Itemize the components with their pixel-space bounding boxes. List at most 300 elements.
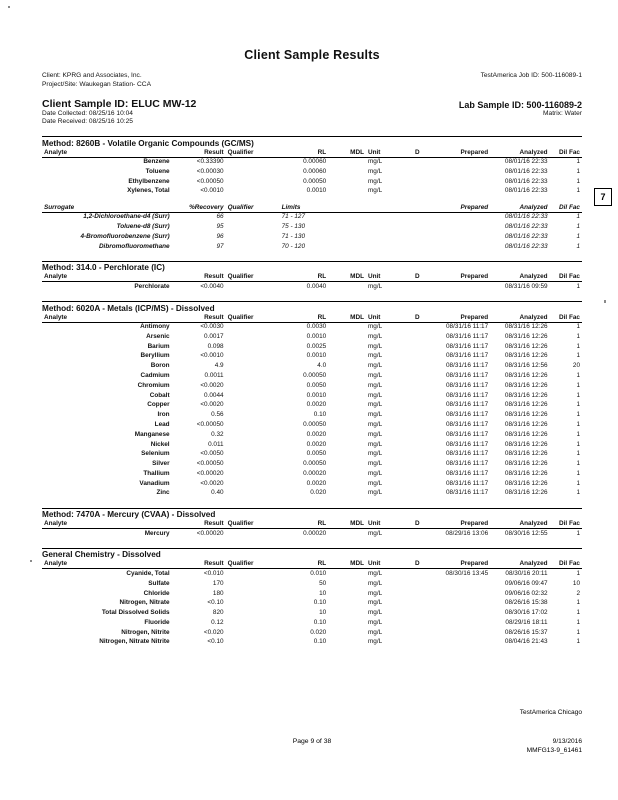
- cell-analyzed: 08/01/16 22:33: [504, 242, 548, 250]
- cell-result: <0.33390: [196, 158, 224, 166]
- col-rl: RL: [280, 314, 329, 323]
- cell-rl: 0.0025: [306, 342, 327, 350]
- cell-surrogate: 4-Bromofluorobenzene (Surr): [80, 232, 170, 240]
- cell-qualifier: [226, 489, 280, 499]
- col-dil-fac: Dil Fac: [550, 560, 582, 569]
- cell-prepared: 08/31/16 11:17: [446, 479, 489, 487]
- cell-analyte: Chloride: [143, 589, 170, 597]
- cell-dil: 2: [576, 589, 580, 597]
- cell-recovery: 96: [216, 232, 224, 240]
- cell-analyte: Cobalt: [149, 391, 170, 399]
- cell-prepared: [431, 222, 490, 232]
- header-row-project: [42, 81, 582, 89]
- table-row: [42, 157, 582, 167]
- col-d: D: [404, 520, 431, 529]
- cell-unit: mg/L: [367, 450, 383, 458]
- matrix: Matrix: Water: [543, 109, 582, 117]
- cell-rl: 0.10: [313, 638, 327, 646]
- col-dil-fac: Dil Fac: [550, 149, 582, 158]
- cell-analyzed: 08/01/16 22:33: [504, 213, 548, 221]
- col-unit: Unit: [366, 520, 404, 529]
- cell-qualifier: [226, 177, 280, 187]
- table-row: [42, 282, 582, 292]
- cell-recovery: 97: [216, 242, 224, 250]
- table-row: [42, 177, 582, 187]
- results-table: [42, 560, 582, 647]
- cell-rl: 0.00060: [303, 167, 327, 175]
- cell-mdl: [328, 609, 366, 619]
- cell-analyzed: 08/31/16 09:59: [504, 282, 548, 290]
- tab-marker-7: 7: [594, 188, 612, 206]
- table-row: [42, 187, 582, 197]
- cell-analyte: Thallium: [143, 469, 170, 477]
- cell-mdl: [328, 638, 366, 648]
- table-row: [42, 212, 582, 222]
- cell-unit: mg/L: [367, 391, 383, 399]
- table-row: [42, 450, 582, 460]
- cell-analyte: Copper: [147, 401, 170, 409]
- cell-analyzed: 08/31/16 12:26: [504, 372, 548, 380]
- cell-analyzed: 08/31/16 12:26: [504, 460, 548, 468]
- col-analyzed: Analyzed: [490, 149, 549, 158]
- col-analyte: Analyte: [42, 314, 172, 323]
- cell-dil: 1: [576, 529, 580, 537]
- cell-unit: mg/L: [367, 381, 383, 389]
- cell-qualifier: [226, 401, 280, 411]
- cell-unit: mg/L: [367, 177, 383, 185]
- cell-d: [404, 322, 431, 332]
- cell-unit: mg/L: [367, 589, 383, 597]
- col-qualifier: Qualifier: [226, 273, 280, 282]
- cell-qualifier: [226, 440, 280, 450]
- col-surr-dil: Dil Fac: [550, 204, 582, 213]
- cell-rl: 0.00050: [303, 372, 327, 380]
- cell-dil: 1: [576, 391, 580, 399]
- cell-d: [404, 157, 431, 167]
- cell-dil: 1: [576, 282, 580, 290]
- cell-blank2: [366, 222, 404, 232]
- cell-mdl: [328, 430, 366, 440]
- cell-d: [404, 411, 431, 421]
- cell-qualifier: [226, 352, 280, 362]
- method-block-6020a: [42, 301, 582, 499]
- cell-rl: 0.010: [310, 569, 327, 577]
- cell-result: <0.10: [207, 638, 224, 646]
- cell-dil: 1: [576, 213, 580, 221]
- table-row: [42, 469, 582, 479]
- cell-result: 170: [212, 579, 224, 587]
- cell-dil: 1: [576, 638, 580, 646]
- cell-analyte: Nitrogen, Nitrite: [121, 628, 170, 636]
- cell-analyzed: 08/31/16 12:26: [504, 469, 548, 477]
- cell-unit: mg/L: [367, 489, 383, 497]
- cell-unit: mg/L: [367, 460, 383, 468]
- cell-dil: 1: [576, 420, 580, 428]
- cell-mdl: [328, 352, 366, 362]
- cell-mdl: [328, 167, 366, 177]
- cell-prepared: 08/29/16 13:06: [445, 529, 489, 537]
- cell-blank1: [328, 232, 366, 242]
- cell-mdl: [328, 529, 366, 539]
- cell-prepared: 08/31/16 11:17: [446, 489, 489, 497]
- cell-mdl: [328, 459, 366, 469]
- cell-result: <0.0020: [200, 479, 224, 487]
- cell-analyte: Cadmium: [140, 372, 170, 380]
- cell-d: [404, 167, 431, 177]
- cell-result: <0.00020: [196, 529, 224, 537]
- header-row-client: [42, 72, 582, 80]
- cell-blank1: [328, 242, 366, 252]
- table-row: [42, 599, 582, 609]
- cell-unit: mg/L: [367, 332, 383, 340]
- cell-prepared: [431, 609, 490, 619]
- cell-qualifier: [226, 212, 280, 222]
- cell-dil: 1: [576, 460, 580, 468]
- cell-analyte: Ethylbenzene: [128, 177, 170, 185]
- cell-dil: 1: [576, 167, 580, 175]
- col-mdl: MDL: [328, 560, 366, 569]
- cell-qualifier: [226, 609, 280, 619]
- col-d: D: [404, 273, 431, 282]
- cell-mdl: [328, 362, 366, 372]
- col-result: Result: [172, 314, 226, 323]
- cell-dil: 1: [576, 469, 580, 477]
- cell-qualifier: [226, 187, 280, 197]
- cell-prepared: 08/31/16 11:17: [446, 460, 489, 468]
- cell-unit: mg/L: [367, 638, 383, 646]
- cell-unit: mg/L: [367, 323, 383, 331]
- cell-prepared: 08/30/16 13:45: [445, 569, 489, 577]
- cell-unit: mg/L: [367, 618, 383, 626]
- cell-qualifier: [226, 628, 280, 638]
- table-row: [42, 391, 582, 401]
- lab-sample-id: Lab Sample ID: 500-116089-2: [458, 99, 582, 110]
- results-table: [42, 149, 582, 197]
- table-row: [42, 618, 582, 628]
- cell-prepared: [431, 599, 490, 609]
- cell-analyte: Fluoride: [144, 618, 170, 626]
- cell-qualifier: [226, 381, 280, 391]
- cell-mdl: [328, 440, 366, 450]
- cell-analyte: Selenium: [141, 450, 170, 458]
- col-unit: Unit: [366, 560, 404, 569]
- cell-unit: mg/L: [367, 167, 383, 175]
- cell-result: 0.56: [211, 411, 224, 419]
- cell-dil: 1: [576, 450, 580, 458]
- cell-unit: mg/L: [367, 579, 383, 587]
- cell-analyzed: 08/31/16 12:26: [504, 479, 548, 487]
- cell-analyzed: 08/01/16 22:33: [504, 177, 548, 185]
- col-analyzed: Analyzed: [490, 560, 549, 569]
- col-d: D: [404, 314, 431, 323]
- cell-prepared: [431, 589, 490, 599]
- cell-qualifier: [226, 157, 280, 167]
- cell-unit: mg/L: [367, 187, 383, 195]
- cell-analyzed: 08/26/16 15:37: [504, 628, 548, 636]
- cell-result: <0.00030: [196, 167, 224, 175]
- cell-dil: 1: [576, 430, 580, 438]
- page-title: Client Sample Results: [244, 48, 380, 62]
- cell-analyzed: 08/01/16 22:33: [504, 223, 548, 230]
- cell-prepared: 08/31/16 11:17: [446, 440, 489, 448]
- cell-result: 4.9: [214, 362, 224, 370]
- cell-unit: mg/L: [367, 158, 383, 166]
- col-mdl: MDL: [328, 314, 366, 323]
- cell-d: [404, 430, 431, 440]
- cell-mdl: [328, 489, 366, 499]
- cell-analyzed: 08/31/16 12:26: [504, 323, 548, 331]
- cell-unit: mg/L: [367, 420, 383, 428]
- cell-rl: 0.00060: [303, 158, 327, 166]
- cell-analyte: Nitrogen, Nitrate: [119, 599, 170, 607]
- cell-prepared: [431, 157, 490, 167]
- cell-d: [404, 628, 431, 638]
- cell-result: 0.0017: [204, 332, 224, 340]
- cell-analyzed: 08/31/16 12:26: [504, 332, 548, 340]
- table-row: [42, 222, 582, 232]
- report-date: 9/13/2016: [552, 738, 582, 745]
- cell-analyzed: 08/30/16 12:55: [504, 529, 548, 537]
- table-row: [42, 381, 582, 391]
- cell-d: [404, 589, 431, 599]
- cell-analyzed: 08/30/16 17:02: [504, 609, 548, 617]
- cell-result: <0.0050: [200, 450, 224, 458]
- cell-qualifier: [226, 569, 280, 579]
- cell-qualifier: [226, 342, 280, 352]
- table-row: [42, 609, 582, 619]
- cell-prepared: 08/31/16 11:17: [446, 430, 489, 438]
- cell-prepared: 08/31/16 11:17: [446, 469, 489, 477]
- cell-unit: mg/L: [367, 411, 383, 419]
- cell-result: <0.0010: [200, 352, 224, 360]
- cell-unit: mg/L: [367, 529, 383, 537]
- cell-d: [404, 420, 431, 430]
- cell-analyzed: 08/31/16 12:26: [504, 401, 548, 409]
- cell-analyzed: 08/26/16 15:38: [504, 599, 548, 607]
- cell-qualifier: [226, 411, 280, 421]
- cell-prepared: 08/31/16 11:17: [446, 362, 489, 370]
- cell-analyzed: 09/06/16 09:47: [504, 579, 548, 587]
- cell-analyte: Beryllium: [140, 352, 170, 360]
- cell-unit: mg/L: [367, 342, 383, 350]
- col-mdl: MDL: [328, 273, 366, 282]
- cell-qualifier: [226, 391, 280, 401]
- col-d: D: [404, 560, 431, 569]
- sample-identification: [42, 98, 582, 110]
- cell-dil: 1: [576, 342, 580, 350]
- cell-d: [404, 332, 431, 342]
- cell-analyte: Zinc: [156, 489, 170, 497]
- cell-prepared: 08/31/16 11:17: [446, 323, 489, 331]
- col-dil-fac: Dil Fac: [550, 314, 582, 323]
- cell-d: [404, 177, 431, 187]
- cell-result: <0.0030: [200, 323, 224, 331]
- cell-result: <0.00050: [196, 460, 224, 468]
- cell-mdl: [328, 177, 366, 187]
- cell-prepared: 08/31/16 11:17: [446, 401, 489, 409]
- cell-qualifier: [226, 579, 280, 589]
- cell-rl: 10: [319, 589, 327, 597]
- cell-result: <0.00020: [196, 469, 224, 477]
- cell-analyte: Iron: [157, 411, 170, 419]
- cell-result: 0.32: [211, 430, 224, 438]
- cell-mdl: [328, 187, 366, 197]
- cell-rl: 0.00050: [303, 460, 327, 468]
- table-row: [42, 352, 582, 362]
- cell-analyte: Silver: [152, 460, 170, 468]
- cell-d: [404, 579, 431, 589]
- cell-rl: 0.00050: [303, 177, 327, 185]
- cell-d: [404, 362, 431, 372]
- cell-unit: mg/L: [367, 599, 383, 607]
- cell-prepared: 08/31/16 11:17: [446, 352, 489, 360]
- cell-mdl: [328, 322, 366, 332]
- cell-blank1: [328, 212, 366, 222]
- cell-analyzed: 08/31/16 12:26: [504, 342, 548, 350]
- cell-qualifier: [226, 479, 280, 489]
- cell-result: <0.0010: [200, 187, 224, 195]
- cell-analyte: Perchlorate: [134, 282, 170, 290]
- cell-dil: 10: [572, 579, 580, 587]
- cell-dil: 1: [576, 489, 580, 497]
- table-row: [42, 569, 582, 579]
- col-rl: RL: [280, 560, 329, 569]
- cell-analyzed: 08/01/16 22:33: [504, 158, 548, 166]
- cell-qualifier: [226, 420, 280, 430]
- cell-qualifier: [226, 430, 280, 440]
- cell-analyte: Arsenic: [146, 332, 170, 340]
- results-table: [42, 520, 582, 539]
- col-mdl: MDL: [328, 520, 366, 529]
- table-row: [42, 332, 582, 342]
- table-row: [42, 638, 582, 648]
- cell-d: [404, 469, 431, 479]
- cell-analyzed: 08/31/16 12:26: [504, 450, 548, 458]
- col-qualifier: Qualifier: [226, 560, 280, 569]
- cell-dil: 1: [576, 569, 580, 577]
- cell-result: 180: [212, 589, 224, 597]
- table-row: [42, 167, 582, 177]
- cell-rl: 0.0050: [306, 381, 327, 389]
- cell-result: 0.12: [211, 618, 224, 626]
- cell-analyte: Boron: [150, 362, 170, 370]
- cell-dil: 1: [576, 440, 580, 448]
- cell-mdl: [328, 628, 366, 638]
- col-analyzed: Analyzed: [490, 314, 549, 323]
- cell-prepared: [431, 187, 490, 197]
- cell-rl: 0.020: [310, 628, 327, 636]
- cell-qualifier: [226, 232, 280, 242]
- cell-unit: mg/L: [367, 628, 383, 636]
- cell-mdl: [328, 599, 366, 609]
- col-surr-prepared: Prepared: [431, 204, 490, 213]
- page-number: Page 9 of 38: [292, 738, 332, 745]
- cell-unit: mg/L: [367, 440, 383, 448]
- cell-result: 0.40: [211, 489, 224, 497]
- cell-prepared: [431, 167, 490, 177]
- col-analyte: Analyte: [42, 560, 172, 569]
- cell-blank3: [404, 232, 431, 242]
- table-row: [42, 489, 582, 499]
- cell-blank3: [404, 242, 431, 252]
- cell-analyte: Mercury: [144, 529, 170, 537]
- cell-surrogate: Toluene-d8 (Surr): [116, 223, 170, 230]
- cell-d: [404, 342, 431, 352]
- cell-prepared: 08/31/16 11:17: [446, 342, 489, 350]
- cell-d: [404, 371, 431, 381]
- cell-result: <0.0020: [200, 381, 224, 389]
- cell-dil: 1: [576, 242, 580, 250]
- cell-unit: mg/L: [367, 430, 383, 438]
- cell-blank3: [404, 212, 431, 222]
- cell-result: 820: [212, 609, 224, 617]
- cell-prepared: [431, 579, 490, 589]
- col-qualifier: Qualifier: [226, 149, 280, 158]
- cell-result: <0.0020: [200, 401, 224, 409]
- cell-mdl: [328, 391, 366, 401]
- cell-analyte: Chromium: [137, 381, 170, 389]
- cell-analyzed: 08/01/16 22:33: [504, 232, 548, 240]
- table-row: [42, 420, 582, 430]
- cell-prepared: [431, 618, 490, 628]
- table-row: [42, 628, 582, 638]
- cell-result: 0.0044: [204, 391, 224, 399]
- cell-rl: 0.0020: [306, 479, 327, 487]
- col-analyte: Analyte: [42, 149, 172, 158]
- cell-rl: 0.0010: [306, 391, 327, 399]
- cell-blank1: [328, 222, 366, 232]
- cell-rl: 0.0020: [306, 430, 327, 438]
- cell-analyzed: 08/04/16 21:43: [504, 638, 548, 646]
- cell-qualifier: [226, 469, 280, 479]
- cell-rl: 0.0010: [306, 352, 327, 360]
- general-chemistry-title: General Chemistry - Dissolved: [42, 548, 582, 560]
- table-row: [42, 242, 582, 252]
- cell-analyzed: 08/31/16 12:26: [504, 381, 548, 389]
- cell-dil: 1: [576, 187, 580, 195]
- job-id: TestAmerica Job ID: 500-116089-1: [480, 72, 582, 79]
- col-prepared: Prepared: [431, 149, 490, 158]
- cell-analyzed: 08/01/16 22:33: [504, 187, 548, 195]
- col-limits: Limits: [280, 204, 329, 213]
- cell-surrogate: Dibromofluoromethane: [98, 242, 170, 250]
- col-unit: Unit: [366, 273, 404, 282]
- cell-rl: 0.00020: [303, 469, 327, 477]
- cell-dil: 1: [576, 352, 580, 360]
- cell-d: [404, 381, 431, 391]
- col-unit: Unit: [366, 314, 404, 323]
- cell-d: [404, 450, 431, 460]
- col-unit: Unit: [366, 149, 404, 158]
- cell-mdl: [328, 332, 366, 342]
- table-row: [42, 342, 582, 352]
- cell-analyzed: 08/29/16 18:11: [505, 618, 548, 626]
- cell-rl: 0.0030: [306, 323, 327, 331]
- cell-rl: 4.0: [317, 362, 327, 370]
- cell-d: [404, 352, 431, 362]
- method-title: Method: 6020A - Metals (ICP/MS) - Dissolved: [42, 301, 582, 313]
- meta-row-received: [42, 118, 582, 127]
- cell-blank2: [366, 232, 404, 242]
- method-title: Method: 8260B - Volatile Organic Compounds (GC/MS): [42, 136, 582, 148]
- cell-mdl: [328, 569, 366, 579]
- col-analyte: Analyte: [42, 273, 172, 282]
- cell-analyzed: 08/31/16 12:26: [504, 489, 548, 497]
- cell-dil: 1: [576, 232, 580, 240]
- cell-unit: mg/L: [367, 469, 383, 477]
- col-prepared: Prepared: [431, 560, 490, 569]
- col-prepared: Prepared: [431, 520, 490, 529]
